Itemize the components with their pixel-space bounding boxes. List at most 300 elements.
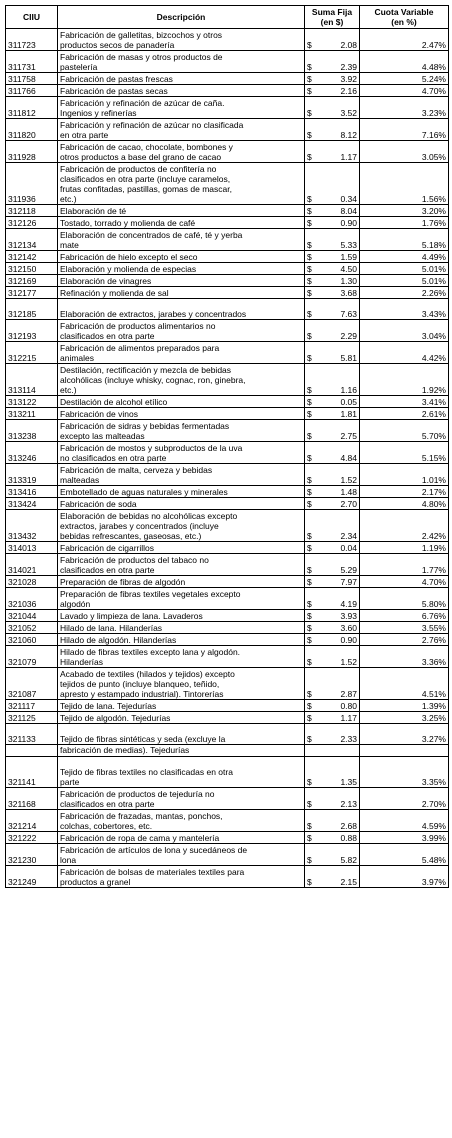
description-line: Fabricación de masas y otros productos de — [60, 52, 223, 62]
table-row — [6, 542, 449, 554]
currency-symbol: $ — [305, 51, 314, 73]
description-line: Hilado de fibras textiles excepto lana y algodón. — [60, 647, 241, 657]
table-row — [6, 576, 449, 588]
variable-rate: 1.92% — [360, 364, 449, 396]
ciiu-code: 313416 — [6, 486, 58, 498]
ciiu-code: 321060 — [6, 634, 58, 646]
fixed-amount: 3.93 — [314, 610, 360, 622]
ciiu-code: 311936 — [6, 163, 58, 205]
description-line: Elaboración de extractos, jarabes y concentrados — [60, 309, 247, 319]
ciiu-code: 321125 — [6, 712, 58, 724]
table-row — [6, 588, 449, 610]
fixed-amount: 4.84 — [314, 442, 360, 464]
description-line: clasificados en otra parte — [60, 331, 155, 341]
currency-symbol: $ — [305, 700, 314, 712]
table-row — [6, 700, 449, 712]
description-line: otros productos a base del grano de cacao — [60, 152, 222, 162]
fixed-amount: 1.52 — [314, 464, 360, 486]
currency-symbol: $ — [305, 85, 314, 97]
ciiu-code: 321117 — [6, 700, 58, 712]
variable-rate: 5.01% — [360, 275, 449, 287]
description-line: Fabricación de sidras y bebidas fermentadas — [60, 421, 230, 431]
currency-symbol: $ — [305, 141, 314, 163]
description-line: Fabricación de mostos y subproductos de la uva — [60, 443, 243, 453]
activity-description — [58, 163, 305, 205]
description-line: Fabricación de artículos de lona y sucedáneos de — [60, 845, 248, 855]
activity-description — [58, 205, 305, 217]
fixed-amount: 1.16 — [314, 364, 360, 396]
activity-description — [58, 85, 305, 97]
table-row — [6, 464, 449, 486]
ciiu-code: 312150 — [6, 263, 58, 275]
currency-symbol: $ — [305, 757, 314, 788]
variable-rate: 4.48% — [360, 51, 449, 73]
description-line: excepto las malteadas — [60, 431, 145, 441]
description-line: no clasificados en otra parte — [60, 453, 167, 463]
activity-description — [58, 287, 305, 299]
variable-rate: 7.16% — [360, 119, 449, 141]
variable-rate: 1.56% — [360, 163, 449, 205]
activity-description — [58, 668, 305, 700]
description-line: Fabricación de cacao, chocolate, bombones y — [60, 142, 233, 152]
currency-symbol: $ — [305, 464, 314, 486]
fixed-amount: 2.68 — [314, 810, 360, 832]
table-row — [6, 866, 449, 888]
variable-rate: 3.20% — [360, 205, 449, 217]
description-line: Fabricación de soda — [60, 499, 137, 509]
currency-symbol — [305, 745, 314, 757]
variable-rate: 3.05% — [360, 141, 449, 163]
fixed-amount: 2.33 — [314, 724, 360, 745]
variable-rate: 3.99% — [360, 832, 449, 844]
activity-description — [58, 486, 305, 498]
activity-description — [58, 141, 305, 163]
header-variable-rate — [360, 6, 449, 29]
table-row — [6, 510, 449, 542]
header-fixed-line-2: (en $) — [320, 17, 344, 27]
ciiu-code: 312126 — [6, 217, 58, 229]
activity-description — [58, 97, 305, 119]
currency-symbol: $ — [305, 229, 314, 251]
activity-description — [58, 342, 305, 364]
fixed-amount: 2.39 — [314, 51, 360, 73]
fixed-amount: 0.34 — [314, 163, 360, 205]
ciiu-code: 312193 — [6, 320, 58, 342]
fixed-amount: 2.29 — [314, 320, 360, 342]
currency-symbol: $ — [305, 396, 314, 408]
activity-description — [58, 229, 305, 251]
currency-symbol: $ — [305, 251, 314, 263]
description-line: clasificados en otra parte — [60, 565, 155, 575]
description-line: algodón — [60, 599, 91, 609]
table-body — [6, 29, 449, 888]
description-line: Embotellado de aguas naturales y minerales — [60, 487, 228, 497]
variable-rate: 2.47% — [360, 29, 449, 51]
description-line: Fabricación de galletitas, bizcochos y otros — [60, 30, 223, 40]
description-line: Refinación y molienda de sal — [60, 288, 169, 298]
ciiu-code: 314013 — [6, 542, 58, 554]
fixed-amount: 8.12 — [314, 119, 360, 141]
activity-description — [58, 498, 305, 510]
description-line: tejidos de punto (incluye blanqueo, teñido, — [60, 679, 220, 689]
description-line: animales — [60, 353, 95, 363]
currency-symbol: $ — [305, 634, 314, 646]
variable-rate: 3.43% — [360, 299, 449, 320]
activity-description — [58, 364, 305, 396]
description-line: Fabricación de vinos — [60, 409, 138, 419]
ciiu-code: 321168 — [6, 788, 58, 810]
table-row — [6, 396, 449, 408]
activity-description — [58, 396, 305, 408]
variable-rate: 4.70% — [360, 576, 449, 588]
description-line: productos secos de panadería — [60, 40, 175, 50]
ciiu-code: 314021 — [6, 554, 58, 576]
description-line: etc.) — [60, 194, 77, 204]
activity-description — [58, 299, 305, 320]
fixed-amount: 1.30 — [314, 275, 360, 287]
ciiu-code: 312118 — [6, 205, 58, 217]
table-row — [6, 119, 449, 141]
ciiu-code: 312185 — [6, 299, 58, 320]
ciiu-code: 313238 — [6, 420, 58, 442]
ciiu-code: 313114 — [6, 364, 58, 396]
currency-symbol: $ — [305, 724, 314, 745]
currency-symbol: $ — [305, 119, 314, 141]
variable-rate: 2.17% — [360, 486, 449, 498]
header-row — [6, 6, 449, 29]
currency-symbol: $ — [305, 498, 314, 510]
description-line: Fabricación de alimentos preparados para — [60, 343, 220, 353]
description-line: Hilado de algodón. Hilanderías — [60, 635, 177, 645]
currency-symbol: $ — [305, 646, 314, 668]
variable-rate: 2.42% — [360, 510, 449, 542]
variable-rate: 1.01% — [360, 464, 449, 486]
activity-description — [58, 442, 305, 464]
variable-rate: 3.41% — [360, 396, 449, 408]
description-line: fabricación de medias). Tejedurías — [60, 745, 190, 755]
fixed-amount: 2.34 — [314, 510, 360, 542]
variable-rate: 4.59% — [360, 810, 449, 832]
activity-description — [58, 251, 305, 263]
activity-description — [58, 832, 305, 844]
ciiu-code: 321044 — [6, 610, 58, 622]
fixed-amount — [314, 745, 360, 757]
variable-rate: 6.76% — [360, 610, 449, 622]
activity-description — [58, 542, 305, 554]
variable-rate: 1.39% — [360, 700, 449, 712]
table-row — [6, 442, 449, 464]
description-line: Fabricación de productos de tejeduría no — [60, 789, 215, 799]
variable-rate: 3.97% — [360, 866, 449, 888]
description-line: Tejido de lana. Tejedurías — [60, 701, 157, 711]
ciiu-code — [6, 745, 58, 757]
ciiu-code: 321028 — [6, 576, 58, 588]
ciiu-code: 311812 — [6, 97, 58, 119]
description-line: parte — [60, 777, 80, 787]
variable-rate: 1.19% — [360, 542, 449, 554]
ciiu-code: 321249 — [6, 866, 58, 888]
table-row — [6, 844, 449, 866]
ciiu-code: 321214 — [6, 810, 58, 832]
header-code: CIIU — [6, 6, 58, 29]
description-line: Tostado, torrado y molienda de café — [60, 218, 196, 228]
currency-symbol: $ — [305, 275, 314, 287]
activity-description — [58, 866, 305, 888]
table-row — [6, 275, 449, 287]
description-line: Tejido de algodón. Tejedurías — [60, 713, 171, 723]
table-row — [6, 217, 449, 229]
activity-description — [58, 724, 305, 745]
fixed-amount: 0.90 — [314, 217, 360, 229]
ciiu-code: 312177 — [6, 287, 58, 299]
description-line: Fabricación de productos alimentarios no — [60, 321, 216, 331]
currency-symbol: $ — [305, 576, 314, 588]
fixed-amount: 5.33 — [314, 229, 360, 251]
table-row — [6, 229, 449, 251]
ciiu-code: 321222 — [6, 832, 58, 844]
activity-description — [58, 263, 305, 275]
activity-description — [58, 73, 305, 85]
ciiu-code: 313246 — [6, 442, 58, 464]
ciiu-code: 313432 — [6, 510, 58, 542]
ciiu-code: 312169 — [6, 275, 58, 287]
header-description: Descripción — [58, 6, 305, 29]
currency-symbol: $ — [305, 342, 314, 364]
currency-symbol: $ — [305, 408, 314, 420]
activity-description — [58, 646, 305, 668]
description-line: Fabricación de pastas secas — [60, 86, 168, 96]
description-line: Fabricación y refinación de azúcar de caña. — [60, 98, 225, 108]
ciiu-code: 321087 — [6, 668, 58, 700]
currency-symbol: $ — [305, 287, 314, 299]
variable-rate: 4.42% — [360, 342, 449, 364]
description-line: Fabricación de ropa de cama y mantelería — [60, 833, 220, 843]
activity-description — [58, 634, 305, 646]
activity-description — [58, 576, 305, 588]
description-line: clasificados en otra parte (incluye caramelos, — [60, 174, 231, 184]
table-row — [6, 97, 449, 119]
description-line: Fabricación de bolsas de materiales textiles para — [60, 867, 245, 877]
ciiu-code: 321079 — [6, 646, 58, 668]
fixed-amount: 1.48 — [314, 486, 360, 498]
description-line: Lavado y limpieza de lana. Lavaderos — [60, 611, 203, 621]
variable-rate: 2.26% — [360, 287, 449, 299]
description-line: Fabricación de productos del tabaco no — [60, 555, 209, 565]
variable-rate: 2.61% — [360, 408, 449, 420]
description-line: Ingenios y refinerías — [60, 108, 137, 118]
fixed-amount: 7.63 — [314, 299, 360, 320]
fixed-amount: 0.04 — [314, 542, 360, 554]
fixed-amount: 2.15 — [314, 866, 360, 888]
activity-description — [58, 588, 305, 610]
activity-description — [58, 119, 305, 141]
table-row — [6, 634, 449, 646]
table-row — [6, 73, 449, 85]
table-row — [6, 51, 449, 73]
table-row — [6, 205, 449, 217]
activity-description — [58, 712, 305, 724]
ciiu-code: 311731 — [6, 51, 58, 73]
description-line: pastelería — [60, 62, 98, 72]
table-row — [6, 788, 449, 810]
currency-symbol: $ — [305, 420, 314, 442]
description-line: Elaboración de té — [60, 206, 127, 216]
fixed-amount: 2.87 — [314, 668, 360, 700]
currency-symbol: $ — [305, 73, 314, 85]
activity-description — [58, 510, 305, 542]
variable-rate: 4.70% — [360, 85, 449, 97]
description-line: Fabricación de productos de confitería no — [60, 164, 217, 174]
table-row — [6, 85, 449, 97]
currency-symbol: $ — [305, 510, 314, 542]
table-row — [6, 320, 449, 342]
activity-description — [58, 275, 305, 287]
fixed-amount: 1.59 — [314, 251, 360, 263]
currency-symbol: $ — [305, 712, 314, 724]
description-line: Fabricación de pastas frescas — [60, 74, 173, 84]
fixed-amount: 7.97 — [314, 576, 360, 588]
activity-description — [58, 610, 305, 622]
currency-symbol: $ — [305, 320, 314, 342]
description-line: etc.) — [60, 385, 77, 395]
currency-symbol: $ — [305, 788, 314, 810]
fixed-amount: 0.88 — [314, 832, 360, 844]
ciiu-code: 312134 — [6, 229, 58, 251]
variable-rate: 3.27% — [360, 724, 449, 745]
currency-symbol: $ — [305, 299, 314, 320]
description-line: Hilado de lana. Hilanderías — [60, 623, 163, 633]
description-line: Elaboración de vinagres — [60, 276, 152, 286]
currency-symbol: $ — [305, 810, 314, 832]
description-line: frutas confitadas, pastillas, gomas de mascar, — [60, 184, 232, 194]
variable-rate: 5.80% — [360, 588, 449, 610]
activity-description — [58, 554, 305, 576]
ciiu-code: 311758 — [6, 73, 58, 85]
fixed-amount: 0.90 — [314, 634, 360, 646]
description-line: apresto y estampado industrial). Tintorerías — [60, 689, 224, 699]
table-row — [6, 486, 449, 498]
table-row — [6, 745, 449, 757]
variable-rate: 3.23% — [360, 97, 449, 119]
variable-rate: 1.77% — [360, 554, 449, 576]
fixed-amount: 3.68 — [314, 287, 360, 299]
currency-symbol: $ — [305, 610, 314, 622]
table-row — [6, 251, 449, 263]
description-line: malteadas — [60, 475, 100, 485]
header-fixed-line-1: Suma Fija — [311, 7, 353, 17]
currency-symbol: $ — [305, 866, 314, 888]
ciiu-code: 321141 — [6, 757, 58, 788]
table-row — [6, 342, 449, 364]
activity-description — [58, 810, 305, 832]
description-line: Tejido de fibras textiles no clasificadas en otra — [60, 767, 233, 777]
table-row — [6, 420, 449, 442]
activity-description — [58, 217, 305, 229]
description-line: Acabado de textiles (hilados y tejidos) excepto — [60, 669, 235, 679]
ciiu-code: 313122 — [6, 396, 58, 408]
activity-description — [58, 622, 305, 634]
variable-rate: 2.76% — [360, 634, 449, 646]
description-line: Fabricación de hielo excepto el seco — [60, 252, 198, 262]
variable-rate: 3.35% — [360, 757, 449, 788]
description-line: Elaboración de bebidas no alcohólicas excepto — [60, 511, 238, 521]
description-line: clasificados en otra parte — [60, 799, 155, 809]
description-line: alcohólicas (incluye whisky, cognac, ron, ginebra, — [60, 375, 246, 385]
description-line: en otra parte — [60, 130, 109, 140]
activity-description — [58, 320, 305, 342]
fixed-amount: 3.60 — [314, 622, 360, 634]
currency-symbol: $ — [305, 217, 314, 229]
activity-description — [58, 788, 305, 810]
fixed-amount: 2.75 — [314, 420, 360, 442]
ciiu-code: 321133 — [6, 724, 58, 745]
table-row — [6, 287, 449, 299]
ciiu-code: 321036 — [6, 588, 58, 610]
description-line: Fabricación de cigarrillos — [60, 543, 155, 553]
fixed-amount: 1.52 — [314, 646, 360, 668]
fixed-amount: 2.13 — [314, 788, 360, 810]
description-line: Fabricación y refinación de azúcar no clasificada — [60, 120, 244, 130]
ciiu-code: 313319 — [6, 464, 58, 486]
table-row — [6, 263, 449, 275]
description-line: extractos, jarabes y concentrados (incluye — [60, 521, 219, 531]
fixed-amount: 4.50 — [314, 263, 360, 275]
activity-description — [58, 420, 305, 442]
fixed-amount: 5.29 — [314, 554, 360, 576]
header-fixed-amount — [305, 6, 360, 29]
activity-description — [58, 51, 305, 73]
header-variable-line-1: Cuota Variable — [374, 7, 434, 17]
currency-symbol: $ — [305, 442, 314, 464]
table-row — [6, 810, 449, 832]
variable-rate: 5.01% — [360, 263, 449, 275]
table-row — [6, 554, 449, 576]
description-line: Fabricación de frazadas, mantas, ponchos, — [60, 811, 223, 821]
table-row — [6, 299, 449, 320]
variable-rate: 3.25% — [360, 712, 449, 724]
table-row — [6, 610, 449, 622]
table-row — [6, 724, 449, 745]
ciiu-code: 313424 — [6, 498, 58, 510]
description-line: Fabricación de malta, cerveza y bebidas — [60, 465, 213, 475]
activity-description — [58, 464, 305, 486]
description-line: lona — [60, 855, 77, 865]
variable-rate: 5.15% — [360, 442, 449, 464]
ciiu-code: 311766 — [6, 85, 58, 97]
fixed-amount: 2.16 — [314, 85, 360, 97]
description-line: mate — [60, 240, 79, 250]
currency-symbol: $ — [305, 263, 314, 275]
variable-rate: 5.70% — [360, 420, 449, 442]
variable-rate: 5.24% — [360, 73, 449, 85]
variable-rate: 1.76% — [360, 217, 449, 229]
currency-symbol: $ — [305, 205, 314, 217]
currency-symbol: $ — [305, 29, 314, 51]
table-row — [6, 646, 449, 668]
table-row — [6, 757, 449, 788]
table-row — [6, 622, 449, 634]
description-line: Preparación de fibras de algodón — [60, 577, 186, 587]
ciiu-code: 311820 — [6, 119, 58, 141]
fixed-amount: 1.81 — [314, 408, 360, 420]
activity-description — [58, 745, 305, 757]
table-row — [6, 29, 449, 51]
currency-symbol: $ — [305, 844, 314, 866]
fixed-amount: 3.52 — [314, 97, 360, 119]
table-row — [6, 408, 449, 420]
description-line: Preparación de fibras textiles vegetales excepto — [60, 589, 241, 599]
ciiu-code: 311928 — [6, 141, 58, 163]
